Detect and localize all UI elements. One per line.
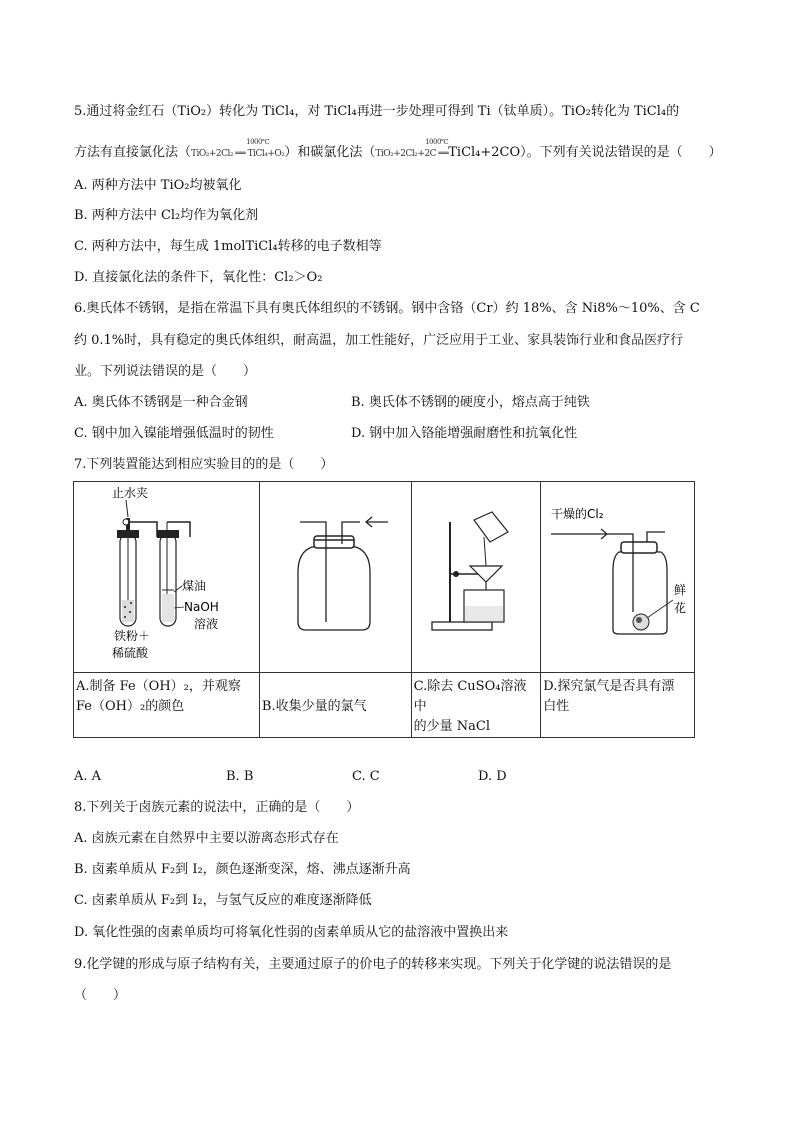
- q7-caption-a-line2: Fe（OH）₂的颜色: [76, 699, 185, 714]
- q7-option-c: C. C: [352, 769, 380, 784]
- q7-figure-d-fresh-label: 鲜: [674, 583, 687, 597]
- q7-stem: 7.下列装置能达到相应实验目的的是（ ）: [74, 457, 334, 472]
- q7-figure-a-fe-oh2-apparatus: [74, 482, 258, 672]
- q6-option-a: A. 奥氏体不锈钢是一种合金钢: [74, 395, 248, 410]
- q7-figure-a-naoh-label: NaOH: [184, 600, 219, 614]
- q5-stem-line2: [74, 139, 722, 163]
- q5-equation-carbon: [375, 139, 448, 163]
- q7-figure-d-chlorine-bleach: [541, 482, 693, 672]
- q5-stem-line2-pre: 方法有直接氯化法（: [74, 145, 192, 160]
- q6-stem-line1: 6.奥氏体不锈钢，是指在常温下具有奥氏体组织的不锈钢。钢中含铬（Cr）约 18%、含 Ni8%～10%、含 C: [74, 301, 700, 316]
- q6-stem-line3: 业。下列说法错误的是（ ）: [74, 364, 257, 379]
- q6-option-d: D. 钢中加入铬能增强耐磨性和抗氧化性: [351, 426, 578, 441]
- q7-figure-a-acid-label: 稀硫酸: [112, 646, 149, 660]
- q5-option-b: B. 两种方法中 Cl₂均作为氧化剂: [74, 208, 259, 223]
- q7-figure-a-clamp-label: 止水夹: [112, 486, 149, 500]
- q5-option-d: D. 直接氯化法的条件下，氧化性：Cl₂＞O₂: [74, 270, 323, 285]
- q8-option-b: B. 卤素单质从 F₂到 I₂，颜色逐渐变深，熔、沸点逐渐升高: [74, 862, 411, 877]
- q8-option-c: C. 卤素单质从 F₂到 I₂，与氢气反应的难度逐渐降低: [74, 893, 372, 908]
- q5-option-a: A. 两种方法中 TiO₂均被氧化: [74, 178, 242, 193]
- q7-option-d: D. D: [478, 769, 507, 784]
- q7-option-b: B. B: [226, 769, 254, 784]
- q5-stem-line1: 5.通过将金红石（TiO₂）转化为 TiCl₄，对 TiCl₄再进一步处理可得到 Ti（钛单质）。TiO₂转化为 TiCl₄的: [74, 104, 680, 119]
- q7-caption-c-line1: C.除去 CuSO₄溶液中: [413, 679, 527, 714]
- q5-equation-direct-text: TiO₂+2Cl₂ ══ TiCl₄+O₂: [191, 149, 285, 159]
- q5-stem-line2-post: TiCl₄+2CO）。下列有关说法错误的是（ ）: [448, 145, 722, 160]
- q5-option-c: C. 两种方法中，每生成 1molTiCl₄转移的电子数相等: [74, 239, 382, 254]
- q5-equation-direct-condition: 1000℃: [246, 138, 270, 146]
- q5-equation-carbon-text: TiO₂+2Cl₂+2C ══: [375, 149, 449, 159]
- q7-caption-c-line2: 的少量 NaCl: [413, 719, 490, 734]
- q5-stem-line2-mid: ）和碳氯化法（: [284, 145, 376, 160]
- q6-stem-line2: 约 0.1%时，具有稳定的奥氏体组织，耐高温，加工性能好，广泛应用于工业、家具装饰行业和食品医疗行: [74, 333, 684, 348]
- q7-figure-d-cell: [541, 482, 695, 673]
- q7-figure-a-iron-label: 铁粉＋: [114, 629, 151, 643]
- q7-figure-a-solution-label: 溶液: [194, 617, 219, 631]
- q7-caption-d-line1: D.探究氯气是否具有漂: [543, 679, 675, 694]
- q7-figure-c-filtration: [412, 482, 540, 672]
- q7-apparatus-table: [73, 481, 695, 738]
- q7-figure-d-dry-cl2-label: 干燥的Cl₂: [551, 507, 604, 521]
- q7-caption-b-line1: B.收集少量的氯气: [261, 699, 367, 714]
- q9-stem-line2: （ ）: [74, 988, 127, 1003]
- q8-stem: 8.下列关于卤族元素的说法中，正确的是（ ）: [74, 800, 360, 815]
- q7-figure-b-gas-bottle: [260, 482, 410, 672]
- q6-option-c: C. 钢中加入镍能增强低温时的韧性: [74, 426, 274, 441]
- q5-equation-direct: [191, 139, 284, 163]
- q7-caption-c: [411, 673, 541, 738]
- q7-figure-b-cell: [259, 482, 411, 673]
- q7-figure-d-flower-label: 花: [674, 601, 687, 615]
- q5-equation-carbon-condition: 1000℃: [425, 138, 449, 146]
- q7-caption-a: [74, 673, 260, 738]
- q7-figure-c-cell: [411, 482, 541, 673]
- q8-option-a: A. 卤族元素在自然界中主要以游离态形式存在: [74, 831, 339, 846]
- q6-option-b: B. 奥氏体不锈钢的硬度小，熔点高于纯铁: [351, 395, 590, 410]
- q7-figure-a-cell: [74, 482, 260, 673]
- q7-caption-b: [259, 673, 411, 738]
- q7-caption-a-line1: A.制备 Fe（OH）₂，并观察: [76, 679, 241, 694]
- q9-stem-line1: 9.化学键的形成与原子结构有关，主要通过原子的价电子的转移来实现。下列关于化学键的说法错误的是: [74, 957, 672, 972]
- q7-option-a: A. A: [74, 769, 102, 784]
- q8-option-d: D. 氧化性强的卤素单质均可将氧化性弱的卤素单质从它的盐溶液中置换出来: [74, 925, 509, 940]
- q7-caption-d-line2: 白性: [543, 699, 570, 714]
- q7-caption-d: [541, 673, 695, 738]
- q7-figure-a-kerosene-label: 煤油: [182, 579, 207, 593]
